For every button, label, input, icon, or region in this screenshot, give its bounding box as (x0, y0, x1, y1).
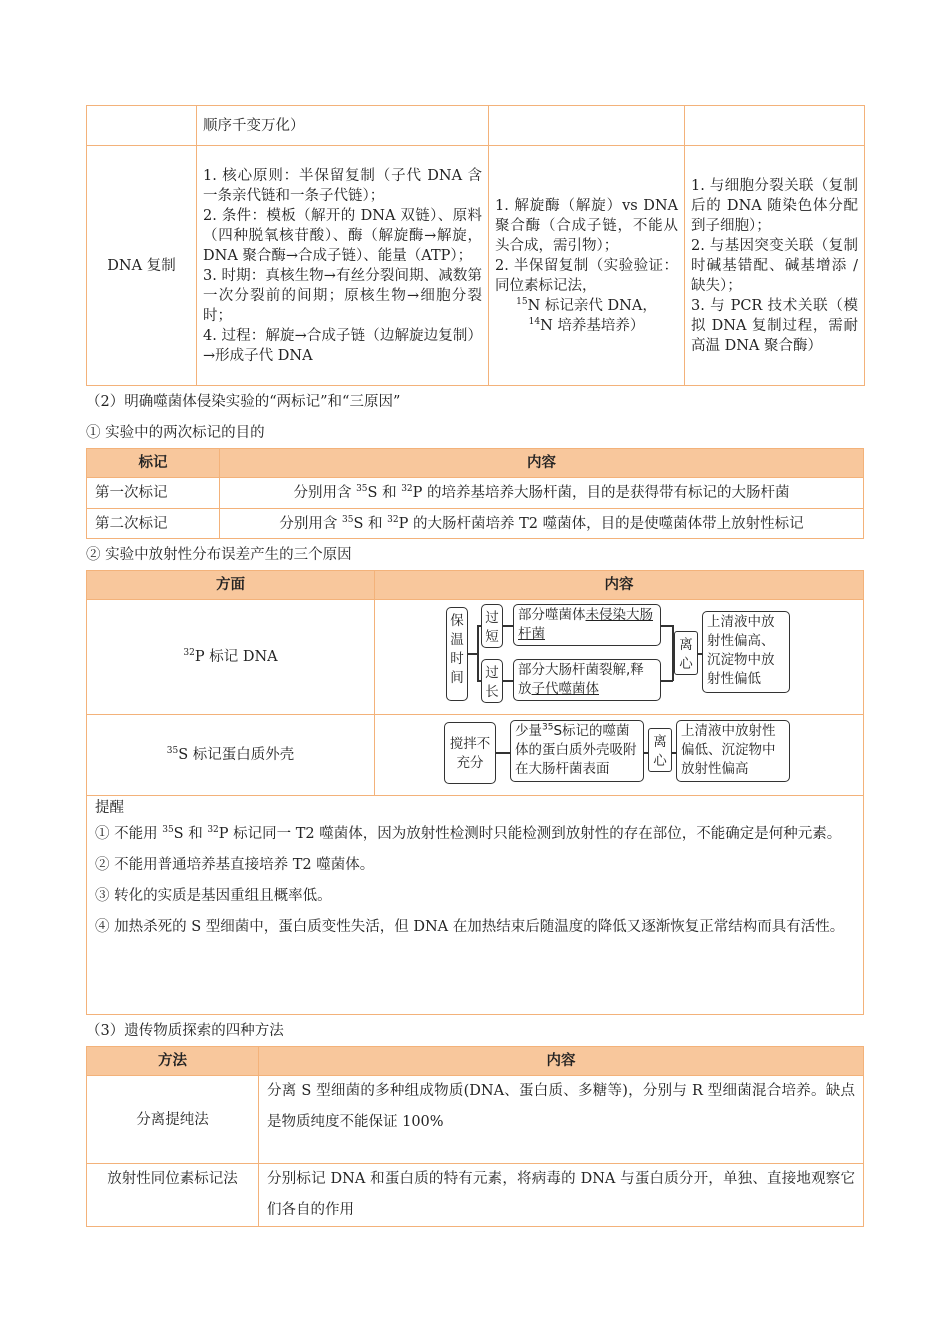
row-content: 分别用含 $^{35}$S 和 $^{32}$P 的培养基培养大肠杆菌，目的是获得带有标记的大肠杆菌 (220, 478, 864, 509)
reminder-item: ③ 转化的实质是基因重组且概率低。 (95, 888, 332, 904)
subheading: ② 实验中放射性分布误差产生的三个原因 (86, 546, 352, 563)
list-item: $^{14}$N 培养基培养） (528, 316, 645, 334)
reminder-item: ② 不能用普通培养基直接培养 T2 噬菌体。 (95, 857, 375, 873)
list-item: 3. 与 PCR 技术关联（模拟 DNA 复制过程，需耐高温 DNA 聚合酶） (691, 297, 858, 354)
row-content: 分别标记 DNA 和蛋白质的特有元素，将病毒的 DNA 与蛋白质分开，单独、直接地观察它们各自的作用 (259, 1164, 864, 1227)
table-row (87, 509, 864, 539)
row-label: 分离提纯法 (87, 1076, 259, 1164)
column-header: 方法 (87, 1047, 259, 1076)
flow-box-too-long: 过长 (481, 659, 503, 703)
flow-box-centrifuge: 离心 (648, 728, 672, 772)
reminder-item: ① 不能用 $^{35}$S 和 $^{32}$P 标记同一 T2 噬菌体，因为放射性检测时只能检测到放射性的存在部位，不能确定是何种元素。 (95, 825, 842, 842)
list-item: 1. 解旋酶（解旋）vs DNA 聚合酶（合成子链，不能从头合成，需引物）； (495, 197, 678, 254)
dna-replication-table (86, 105, 865, 386)
table-cell (489, 146, 685, 386)
table-cell (87, 106, 197, 146)
flow-diagram-cell (375, 715, 864, 796)
flow-diagram-s35 (376, 716, 862, 794)
list-item: 2. 与基因突变关联（复制时碱基错配、碱基增添 / 缺失）； (691, 237, 858, 294)
row-label: 放射性同位素标记法 (87, 1164, 259, 1227)
row-content: 分别用含 $^{35}$S 和 $^{32}$P 的大肠杆菌培养 T2 噬菌体，目的是使噬菌体带上放射性标记 (220, 509, 864, 539)
table-cell: 顺序千变万化） (197, 106, 489, 146)
list-item: 3. 时期：真核生物→有丝分裂间期、减数第一次分裂前的间期；原核生物→细胞分裂时； (203, 267, 482, 324)
table-cell (685, 106, 865, 146)
flow-box-lysis: 部分大肠杆菌裂解,释放子代噬菌体 (513, 659, 661, 701)
reminder-item: ④ 加热杀死的 S 型细菌中，蛋白质变性失活，但 DNA 在加热结束后随温度的降低又逐渐恢复正常结构而具有活性。 (95, 919, 845, 935)
reminder-cell (87, 796, 864, 1015)
column-header: 内容 (220, 449, 864, 478)
list-item: 1. 与细胞分裂关联（复制后的 DNA 随染色体分配到子细胞）； (691, 177, 858, 234)
table-cell (685, 146, 865, 386)
row-label: $^{32}$P 标记 DNA (87, 600, 375, 715)
flow-box-not-infected: 部分噬菌体未侵染大肠杆菌 (513, 604, 661, 646)
row-label: $^{35}$S 标记蛋白质外壳 (87, 715, 375, 796)
table-row (87, 796, 864, 1015)
list-item: 1. 核心原则：半保留复制（子代 DNA 含一条亲代链和一条子代链）； (203, 167, 482, 204)
column-header: 内容 (259, 1047, 864, 1076)
list-item: 2. 半保留复制（实验验证：同位素标记法， (495, 257, 678, 294)
column-header: 方面 (87, 571, 375, 600)
column-header: 标记 (87, 449, 220, 478)
table-row (87, 1076, 864, 1164)
row-content: 分离 S 型细菌的多种组成物质(DNA、蛋白质、多糖等)，分别与 R 型细菌混合培养。缺点是物质纯度不能保证 100% (259, 1076, 864, 1164)
section-heading: （2）明确噬菌体侵染实验的“两标记”和“三原因” (86, 393, 401, 410)
row-label: 第二次标记 (87, 509, 220, 539)
table-cell (489, 106, 685, 146)
table-row (87, 715, 864, 796)
row-label: 第一次标记 (87, 478, 220, 509)
flow-box-adsorbed: 少量$^{35}$S标记的噬菌体的蛋白质外壳吸附在大肠杆菌表面 (510, 720, 644, 782)
list-item: $^{15}$N 标记亲代 DNA， (516, 296, 657, 314)
flow-box-too-short: 过短 (481, 604, 503, 648)
table-cell (197, 146, 489, 386)
section-heading: （3）遗传物质探索的四种方法 (86, 1022, 284, 1039)
column-header: 内容 (375, 571, 864, 600)
row-title: DNA 复制 (87, 146, 197, 386)
flow-box-centrifuge: 离心 (674, 631, 698, 675)
table-row (87, 1164, 864, 1227)
flow-diagram-p32 (376, 601, 862, 713)
subheading: ① 实验中的两次标记的目的 (86, 424, 265, 441)
labeling-table (86, 448, 864, 539)
list-item: 2. 条件：模板（解开的 DNA 双链）、原料（四种脱氧核苷酸）、酶（解旋酶→解旋，DNA 聚合酶→合成子链）、能量（ATP）； (203, 207, 482, 264)
flow-box-insulation: 保温时间 (446, 607, 468, 701)
error-causes-table (86, 570, 864, 1015)
flow-box-result-p32: 上清液中放射性偏高、沉淀物中放射性偏低 (702, 611, 790, 693)
list-item: 4. 过程：解旋→合成子链（边解旋边复制）→形成子代 DNA (203, 327, 482, 364)
page-content (86, 105, 864, 1227)
table-row (87, 478, 864, 509)
flow-box-result-s35: 上清液中放射性偏低、沉淀物中放射性偏高 (676, 720, 790, 782)
methods-table (86, 1046, 864, 1227)
flow-box-stirring: 搅拌不充分 (444, 722, 496, 784)
table-row (87, 600, 864, 715)
reminder-title: 提醒 (95, 800, 124, 816)
flow-diagram-cell (375, 600, 864, 715)
